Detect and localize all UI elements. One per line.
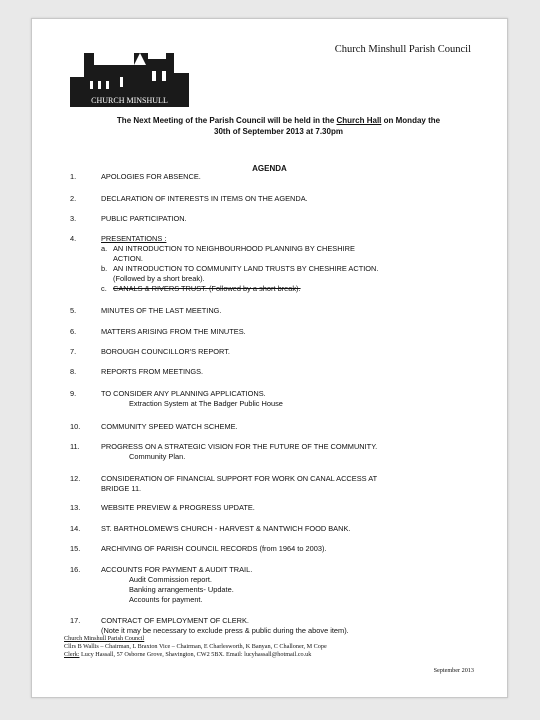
subitem-text: AN INTRODUCTION TO COMMUNITY LAND TRUSTS BY CHESHIRE ACTION. bbox=[113, 264, 379, 273]
agenda-item-body bbox=[101, 347, 481, 357]
agenda-item-body bbox=[101, 367, 481, 377]
footer bbox=[64, 635, 474, 674]
agenda-item-text: MINUTES OF THE LAST MEETING. bbox=[101, 306, 222, 315]
agenda-item-text: WEBSITE PREVIEW & PROGRESS UPDATE. bbox=[101, 503, 255, 512]
notice-text-2: on Monday the bbox=[381, 116, 441, 125]
agenda-item-body bbox=[101, 524, 481, 534]
logo-text: CHURCH MINSHULL bbox=[91, 96, 168, 105]
presentation-subitem bbox=[101, 264, 481, 284]
presentation-subitem bbox=[101, 244, 481, 264]
agenda-item-body bbox=[101, 194, 481, 204]
subitem-letter: b. bbox=[101, 264, 108, 273]
agenda-item-number: 6. bbox=[70, 327, 77, 336]
footer-heading: Church Minshull Parish Council bbox=[64, 635, 145, 642]
agenda-title: AGENDA bbox=[252, 164, 287, 173]
agenda-item-body bbox=[101, 565, 481, 605]
meeting-notice bbox=[76, 115, 481, 137]
notice-venue: Church Hall bbox=[336, 116, 382, 125]
subitem-text: AN INTRODUCTION TO NEIGHBOURHOOD PLANNING BY CHESHIRE bbox=[113, 244, 355, 253]
agenda-item-text: DECLARATION OF INTERESTS IN ITEMS ON THE AGENDA. bbox=[101, 194, 308, 203]
agenda-item-body bbox=[101, 442, 481, 462]
agenda-item-text: PRESENTATIONS : bbox=[101, 234, 167, 243]
notice-text-1: The Next Meeting of the Parish Council will be held in the bbox=[116, 116, 337, 125]
agenda-item-number: 7. bbox=[70, 347, 77, 356]
agenda-item-detail: Audit Commission report. bbox=[129, 575, 212, 584]
agenda-item-number: 2. bbox=[70, 194, 77, 203]
subitem-text: ACTION. bbox=[113, 254, 143, 263]
presentation-subitem bbox=[101, 284, 481, 294]
subitem-text: (Followed by a short break). bbox=[113, 274, 205, 283]
agenda-page bbox=[31, 18, 508, 698]
agenda-item-number: 8. bbox=[70, 367, 77, 376]
agenda-item-text: CONSIDERATION OF FINANCIAL SUPPORT FOR WORK ON CANAL ACCESS AT bbox=[101, 474, 378, 483]
agenda-item-text: TO CONSIDER ANY PLANNING APPLICATIONS. bbox=[101, 389, 266, 398]
agenda-item-text: MATTERS ARISING FROM THE MINUTES. bbox=[101, 327, 246, 336]
agenda-item-body bbox=[101, 306, 481, 316]
agenda-item-body bbox=[101, 474, 481, 494]
agenda-item-detail: Accounts for payment. bbox=[129, 595, 203, 604]
agenda-item-number: 12. bbox=[70, 474, 81, 483]
agenda-item-text: BRIDGE 11. bbox=[101, 484, 142, 493]
agenda-item-text: ACCOUNTS FOR PAYMENT & AUDIT TRAIL. bbox=[101, 565, 253, 574]
agenda-item-text: ST. BARTHOLOMEW'S CHURCH - HARVEST & NANTWICH FOOD BANK. bbox=[101, 524, 351, 533]
agenda-item-text: COMMUNITY SPEED WATCH SCHEME. bbox=[101, 422, 238, 431]
council-name: Church Minshull Parish Council bbox=[334, 44, 471, 55]
agenda-item-body bbox=[101, 503, 481, 513]
footer-members: Cllrs B Wallis – Chairman, L Braxton Vice – Chairman, E Charlesworth, K Banyan, C Challoner, M Cope bbox=[64, 643, 327, 651]
agenda-item-body bbox=[101, 422, 481, 432]
agenda-item-body bbox=[101, 234, 481, 294]
agenda-item-detail: Community Plan. bbox=[129, 452, 186, 461]
footer-clerk: Lucy Hassall, 57 Osborne Grove, Shavington, CW2 5BX. Email: lucyhassall@hotmail.co.uk bbox=[79, 651, 312, 659]
agenda-item-number: 9. bbox=[70, 389, 77, 398]
footer-clerk-label: Clerk: bbox=[64, 651, 80, 659]
agenda-item-text: (Note it may be necessary to exclude press & public during the above item). bbox=[101, 626, 349, 635]
subitem-letter: c. bbox=[101, 284, 107, 293]
agenda-item-text: ARCHIVING OF PARISH COUNCIL RECORDS (from 1964 to 2003). bbox=[101, 544, 327, 553]
agenda-item-number: 4. bbox=[70, 234, 77, 243]
agenda-item-number: 16. bbox=[70, 565, 81, 574]
agenda-item-number: 1. bbox=[70, 172, 77, 181]
agenda-item-text: CONTRACT OF EMPLOYMENT OF CLERK. bbox=[101, 616, 249, 625]
agenda-item-number: 17. bbox=[70, 616, 81, 625]
footer-date: September 2013 bbox=[433, 667, 474, 674]
agenda-item-body bbox=[101, 389, 481, 409]
agenda-item-text: APOLOGIES FOR ABSENCE. bbox=[101, 172, 201, 181]
agenda-item-body bbox=[101, 544, 481, 554]
subitem-letter: a. bbox=[101, 244, 108, 253]
agenda-item-body bbox=[101, 616, 481, 636]
notice-date: 30th of September 2013 at 7.30pm bbox=[214, 127, 343, 136]
agenda-item-number: 5. bbox=[70, 306, 77, 315]
agenda-item-text: BOROUGH COUNCILLOR'S REPORT. bbox=[101, 347, 230, 356]
agenda-item-number: 14. bbox=[70, 524, 81, 533]
agenda-item-number: 13. bbox=[70, 503, 81, 512]
agenda-item-number: 3. bbox=[70, 214, 77, 223]
agenda-item-text: PUBLIC PARTICIPATION. bbox=[101, 214, 187, 223]
agenda-item-detail: Extraction System at The Badger Public House bbox=[129, 399, 283, 408]
agenda-item-number: 15. bbox=[70, 544, 81, 553]
agenda-item-number: 10. bbox=[70, 422, 81, 431]
agenda-item-body bbox=[101, 327, 481, 337]
agenda-item-detail: Banking arrangements- Update. bbox=[129, 585, 234, 594]
agenda-item-text: REPORTS FROM MEETINGS. bbox=[101, 367, 204, 376]
agenda-item-body bbox=[101, 172, 481, 182]
agenda-item-number: 11. bbox=[70, 442, 80, 451]
church-logo bbox=[70, 41, 189, 107]
subitem-text: CANALS & RIVERS TRUST. (Followed by a short break). bbox=[113, 284, 301, 293]
agenda-item-body bbox=[101, 214, 481, 224]
agenda-item-text: PROGRESS ON A STRATEGIC VISION FOR THE FUTURE OF THE COMMUNITY. bbox=[101, 442, 378, 451]
